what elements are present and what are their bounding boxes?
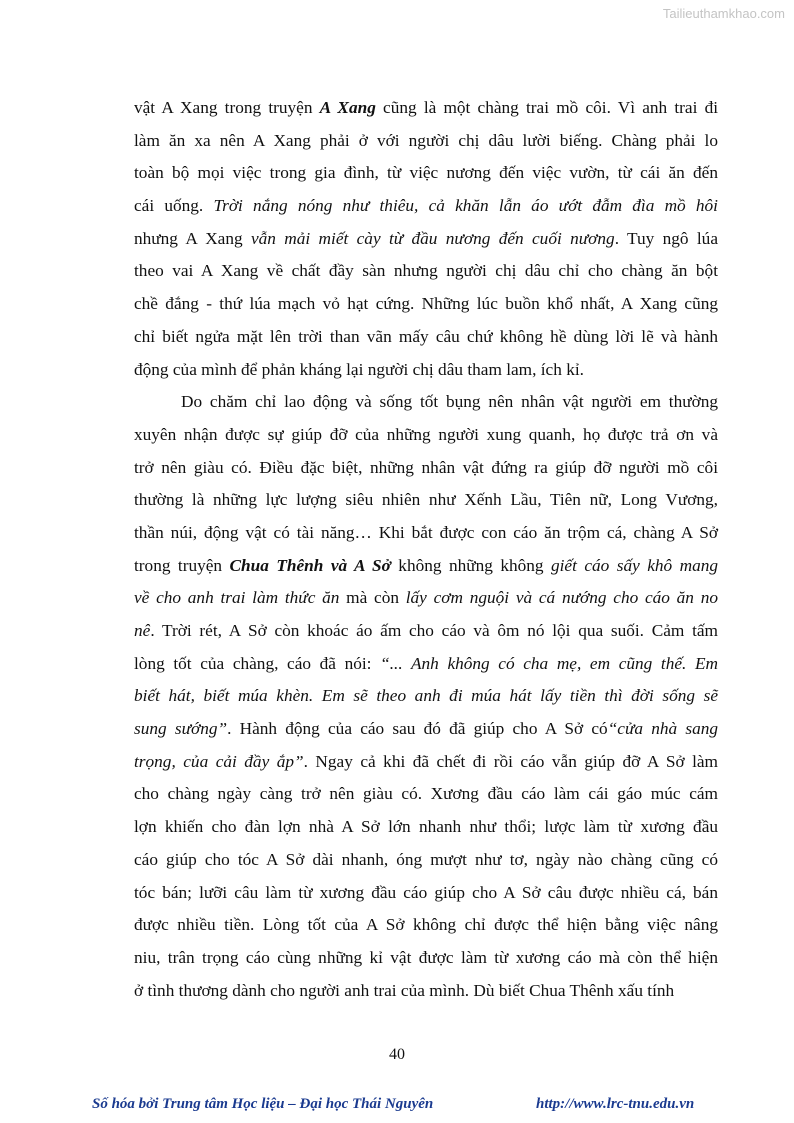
text-run: cái uống. [134,196,214,216]
text-line [134,648,718,681]
text-run: A Xang [319,98,376,117]
paragraph [134,92,718,386]
text-run: biết hát, biết múa khèn. Em sẽ theo anh đi múa hát lấy tiền thì đời sống sẽ [134,686,718,706]
text-line [134,452,718,485]
text-run: vật A Xang trong truyện [134,98,320,117]
text-run: lấy cơm nguội và cá nướng cho cáo ăn no [405,588,718,608]
text-run: tóc bán; lưỡi câu làm từ xương đầu cáo giúp cho A Sở câu được nhiều cá, bán [134,882,718,902]
text-line [134,680,718,713]
text-run: . Tuy ngô lúa [614,228,718,248]
text-line [134,484,718,517]
text-line [134,942,718,975]
text-line [134,844,718,877]
text-run: xuyên nhận được sự giúp đỡ của những người xung quanh, họ được trả ơn và [134,424,718,444]
text-run: được nhiều tiền. Lòng tốt của A Sở không chỉ được thể hiện bằng việc nâng [134,915,718,935]
text-line [134,419,718,452]
text-run: nê [134,621,151,640]
text-run: trọng, của cải đầy ắp” [134,751,304,771]
text-run: cho chàng ngày càng trở nên giàu có. Xương đầu cáo làm cái gáo múc cám [134,784,718,804]
text-run: sung sướng” [134,719,228,739]
text-run: Chua Thênh và A Sở [229,555,391,575]
text-line [134,877,718,910]
text-run: chề đắng - thứ lúa mạch vỏ hạt cứng. Những lúc buồn khổ nhất, A Xang cũng [134,294,718,314]
text-run: trở nên giàu có. Điều đặc biệt, những nhân vật đứng ra giúp đỡ người mồ côi [134,457,718,477]
text-line [134,255,718,288]
text-run: về cho anh trai làm thức ăn [134,588,340,608]
text-line [134,778,718,811]
text-line [134,288,718,321]
text-line [134,811,718,844]
text-line [134,92,718,125]
text-line [134,582,718,615]
text-run: mà còn [339,588,406,608]
text-line [134,354,718,387]
footer-url[interactable]: http://www.lrc-tnu.edu.vn [536,1096,695,1112]
text-line [134,975,718,1008]
page-number: 40 [389,1046,405,1063]
text-run: Do chăm chỉ lao động và sống tốt bụng nên nhân vật người em thường [181,392,718,412]
document-body [134,92,718,1007]
text-line [134,321,718,354]
text-run: toàn bộ mọi việc trong gia đình, từ việc nương đến việc vườn, từ cái ăn đến [134,163,718,183]
text-line [134,517,718,550]
text-line [134,190,718,223]
text-run: lợn khiến cho đàn lợn nhà A Sở lớn nhanh như thổi; lược làm từ xương đầu [134,817,718,837]
text-run: trong truyện [134,555,230,575]
text-run: . Trời rét, A Sở còn khoác áo ấm cho cáo và ôm nó lội qua suối. Cảm tấm [150,621,718,640]
text-run: không những không [390,555,551,575]
text-run: làm ăn xa nên A Xang phải ở với người chị dâu lười biếng. Chàng phải lo [134,130,718,150]
text-run: theo vai A Xang về chất đầy sàn nhưng người chị dâu chỉ cho chàng ăn bột [134,261,718,281]
text-run: nhưng A Xang [134,228,251,248]
text-line [134,386,718,419]
text-run: cũng là một chàng trai mồ côi. Vì anh trai đi [375,98,719,117]
text-line [134,713,718,746]
footer-source: Số hóa bởi Trung tâm Học liệu – Đại học Thái Nguyên [92,1096,434,1112]
text-run: chỉ biết ngửa mặt lên trời than vãn mấy câu chứ không hề dùng lời lẽ và hành [134,326,718,346]
text-run: . Ngay cả khi đã chết đi rồi cáo vẫn giúp đỡ A Sở làm [303,751,718,771]
text-line [134,125,718,158]
text-run: “cửa nhà sang [607,719,718,739]
text-line [134,223,718,256]
text-run: thần núi, động vật có tài năng… Khi bắt được con cáo ăn trộm cá, chàng A Sở [134,522,718,542]
text-run: “... Anh không có cha mẹ, em cũng thế. Em [380,653,719,673]
text-run: ở tình thương dành cho người anh trai của mình. Dù biết Chua Thênh xấu tính [134,980,675,1000]
text-run: niu, trân trọng cáo cùng những kỉ vật được làm từ xương cáo mà còn thể hiện [134,947,718,967]
paragraph [134,386,718,1007]
text-run: vẫn mải miết cày từ đầu nương đến cuối nương [250,228,615,248]
text-line [134,157,718,190]
text-run: động của mình để phản kháng lại người chị dâu tham lam, ích kỉ. [134,359,584,379]
text-run: thường là những lực lượng siêu nhiên như Xếnh Lầu, Tiên nữ, Long Vương, [134,490,718,510]
text-run: Trời nắng nóng như thiêu, cả khăn lẫn áo ướt đẫm đìa mồ hôi [213,196,718,216]
text-run: cáo giúp cho tóc A Sở dài nhanh, óng mượt như tơ, ngày nào chàng cũng có [134,849,718,869]
text-run: lòng tốt của chàng, cáo đã nói: [134,653,381,673]
text-line [134,550,718,583]
text-line [134,615,718,648]
text-run: . Hành động của cáo sau đó đã giúp cho A Sở có [227,719,608,739]
text-line [134,746,718,779]
watermark-text: Tailieuthamkhao.com [662,6,785,21]
text-line [134,909,718,942]
text-run: giết cáo sấy khô mang [550,555,718,575]
